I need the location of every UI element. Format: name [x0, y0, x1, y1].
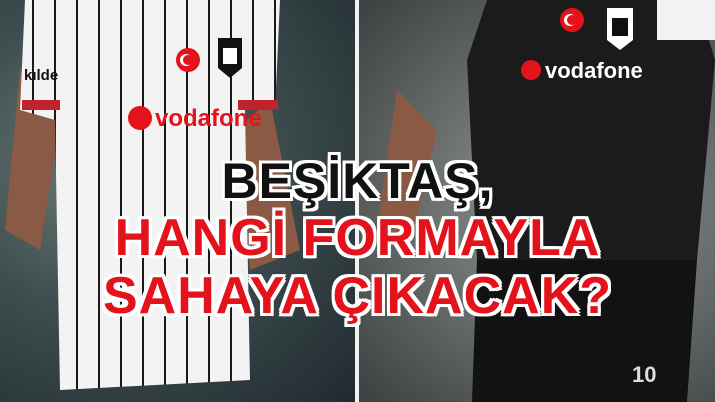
svg-text:vodafone: vodafone: [155, 105, 262, 132]
sleeve-cuff-left: [22, 100, 60, 110]
svg-text:vodafone: vodafone: [545, 58, 643, 83]
shirt-number: 10: [632, 362, 657, 387]
headline-line-3: SAHAYA ÇIKACAK?: [102, 267, 613, 325]
headline: [0, 153, 715, 328]
sleeve-white: [657, 0, 715, 40]
maker-logo: kılde: [24, 67, 59, 84]
headline-line-2: HANGİ FORMAYLA: [114, 209, 601, 267]
headline-line-1: BEŞİKTAŞ,: [221, 153, 494, 209]
